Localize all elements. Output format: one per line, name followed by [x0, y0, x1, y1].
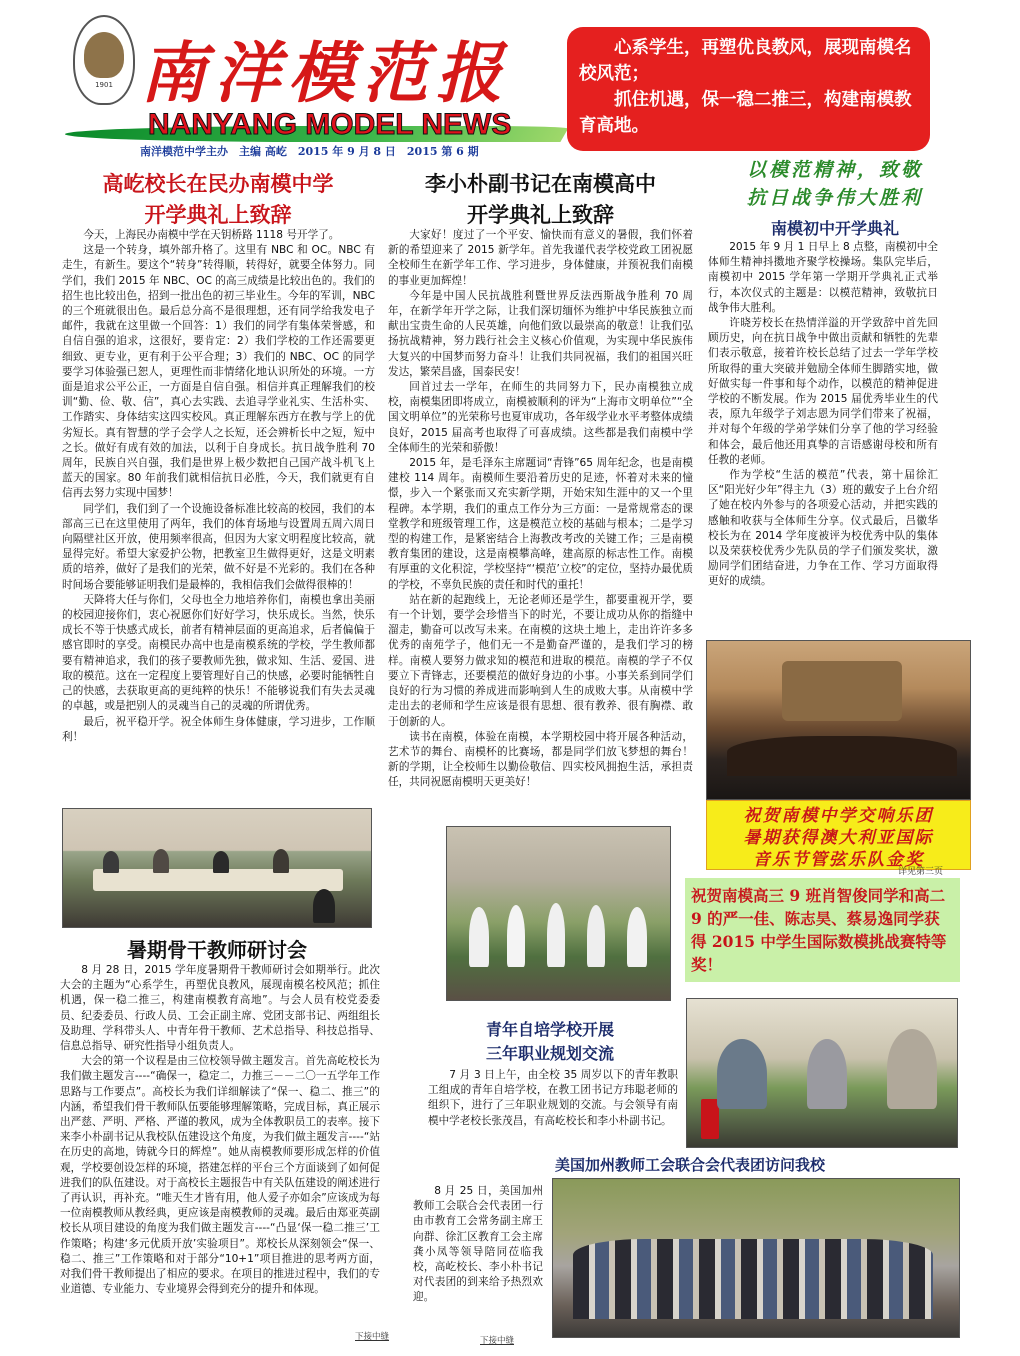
article4-headline: 暑期骨干教师研讨会: [127, 938, 307, 962]
article1-headline: [62, 168, 374, 230]
paragraph: 7 月 3 日上午，由全校 35 周岁以下的青年教职工组成的青年自培学校，在教工团书记方玮聪老师的组织下，进行了三年职业规划的交流。与会领导有南模中学老校长张茂昌，有高屹校长和李小朴副书记。: [428, 1069, 678, 1127]
headline-line: 三年职业规划交流: [485, 1044, 614, 1063]
orchestra-photo: [706, 640, 971, 800]
motto-line: 抓住机遇，保一稳二推三，构建南模教育高地。: [579, 90, 912, 136]
orchestra-seating: [727, 736, 957, 776]
attendee: [273, 849, 289, 873]
attendee: [103, 851, 119, 873]
paragraph: 8 月 25 日，美国加州教师工会联合会代表团一行由市教育工会常务副主席王向群、徐汇区教育工会主席龚小凤等领导陪同莅临我校，高屹校长、李小朴书记对代表团的到来给予热烈欢迎。: [413, 1185, 543, 1304]
headline-line: 开学典礼上致辞: [144, 202, 292, 227]
student: [507, 905, 525, 967]
slogan-line: 以模范精神，致敬: [746, 159, 923, 181]
attendee: [807, 1039, 847, 1109]
paragraph: 8 月 28 日，2015 学年度暑期骨干教师研讨会如期举行。此次大会的主题为“心系学生，再塑优良教风，展现南模名校风范；抓住机遇，保一稳二推三，构建南模教育高地”。与会人员有校党委委员、纪委委员、行政人员、工会正副主席、党团支部书记、两组组长及助理、学科带头人、中青年骨干教师、艺术总指导、科技总指导、信息总指导、研究性指导小组负责人。: [60, 964, 380, 1053]
paragraph: 许晓芳校长在热情洋溢的开学致辞中首先回顾历史，向在抗日战争中做出贡献和牺牲的先辈们表示敬意，接着许校长总结了过去一学年学校所取得的重大突破并勉励全体师生脚踏实地，做好做实每一件事和每个动作，以模范的精神促进学校的不断发展。作为 2015 届优秀毕业生的代表，原九年级学子刘志恩为同学们带来了祝福，并对每个年级的学弟学妹们分享了他的学习经验和体会，最后他还用真挚的言语感谢母校和所有任教的老师。: [708, 317, 938, 466]
paragraph: 读书在南模，体验在南模，本学期校园中将开展各种活动，艺术节的舞台、南模杯的比赛场，都是同学们放飞梦想的舞台！新的学期，让全校师生以勤俭敬信、四实校风拥抱生活，承担责任，共同祝愿南模明天更美好！: [388, 730, 693, 789]
award-students-photo: [446, 826, 671, 1001]
congrats-math-box: 祝贺南模高三 9 班肖智俊同学和高二 9 的严一佳、陈志昊、蔡易逸同学获得 2015 中学生国际数模挑战赛特等奖！: [685, 878, 960, 982]
youth-school-photo: [686, 998, 958, 1148]
attendee: [313, 889, 335, 923]
paragraph: 2015 年，是毛泽东主席题词“青锋”65 周年纪念，也是南模建校 114 周年。南模师生要沿着历史的足迹，怀着对未来的憧憬，步入一个紧张而又充实新学期，开始宋知生涯中的又一个里程碑。本学期，我们的重点工作分为三方面：一是常规常态的课堂教学和班级管理工作，这是模范立校的基础与根本；二是学习型的构建工作，是紧密结合上海教改考改的关键工作；三是南模教育集团的建设，这是南模攀高峰，建高原的标志性工作。南模有厚重的文化积淀，学校坚持“‘模范’立校”的定位，坚持办最优质的学校，不辜负民族的责任和时代的重托！: [388, 457, 693, 591]
paragraph: 天降将大任与你们，父母也全力地培养你们，南模也拿出美丽的校园迎接你们，衷心祝愿你们好好学习，快乐成长。当然，快乐成长不等于快感式成长，前者有精神层面的更高追求，后者偏偏于感官即时的享受。南模民办高中也是南模系统的学校，学生教师都要有精神追求，我们的孩子要教师先独，做求知、生活、爱国、进取的模范。这在一定程度上要管理好自己的快感，必要时能牺牲自己的快感，去获取更高的更纯粹的快乐！不能够说我们有失去灵魂的卓越，或是把别人的灵魂当自己的灵魂的所谓优秀。: [62, 593, 375, 713]
student: [547, 903, 565, 967]
paragraph: 最后，祝平稳开学。祝全体师生身体健康，学习进步，工作顺利！: [62, 715, 375, 743]
attendee: [153, 849, 169, 873]
article6-body: [413, 1184, 543, 1330]
lion-emblem-icon: [84, 32, 124, 78]
paragraph: 大家好！度过了一个平安、愉快而有意义的暑假，我们怀着新的希望迎来了 2015 新学年。首先我谨代表学校党政工团祝愿全校师生在新学年工作、学习进步，身体健康，并预祝我们南模的事业更加辉煌！: [388, 229, 693, 287]
paragraph: 作为学校“生活的模范”代表，第十届徐汇区“阳光好少年”得主九（3）班的戴安子上台介绍了她在校内外参与的各项爱心活动，并把实践的感触和收获与全体师生分享。仪式最后，吕徽华校长为在 2014 学年度被评为校优秀中队的集体以及荣获校优秀少先队员的学子们颁发奖状，激励同学们团结奋进，力争在工作、学习方面取得更好的成绩。: [708, 469, 938, 588]
congrats-orchestra-box: [706, 800, 971, 870]
headline-line: 开学典礼上致辞: [467, 202, 614, 227]
article3-body: [708, 240, 938, 630]
congrats-line: 音乐节管弦乐队金奖: [753, 850, 924, 870]
motto-box: [567, 27, 930, 151]
article6-headline: 美国加州教师工会联合会代表团访问我校: [554, 1156, 825, 1174]
school-logo: [73, 15, 135, 105]
logo-year: 1901: [95, 80, 113, 89]
article2-body: [388, 228, 693, 822]
congrats-line: 祝贺南模中学交响乐团: [743, 806, 934, 826]
continued-note: 下接中缝: [355, 1332, 390, 1342]
student: [587, 905, 605, 967]
see-page-note: 详见第三页: [898, 867, 944, 877]
paragraph: 今年是中国人民抗战胜利暨世界反法西斯战争胜利 70 周年，在新学年开学之际，让我们深切缅怀为维护中华民族独立而献出宝贵生命的人民英雄，向他们致以最崇高的敬意！让我们弘扬抗战精神，努力践行社会主义核心价值观，为实现中华民族伟大复兴的中国梦而努力奋斗！让我们共同祝福，我们的祖国兴旺发达，繁荣昌盛，国泰民安！: [388, 289, 693, 378]
continued-note: 下接中缝: [480, 1336, 515, 1346]
newspaper-title-cn: 南洋模范报: [140, 34, 510, 112]
paragraph: 站在新的起跑线上，无论老师还是学生，都要重视开学，要有一个计划，要学会珍惜当下的时光，不要让成功从你的指缝中溜走，勤奋可以改写未来。在南模的这块土地上，走出许许多多优秀的南苑学子，他们无一不是勤奋严谨的，是我们学习的榜样。南模人要努力做求知的模范和进取的模范。南模的学子不仅要立下青锋志，还要模范的做好身边的小事。小事关系到同学们良好的行为习惯的养成进而影响到人生的成败大事。从南模中学走出去的老师和学生应该是很有思想、很有教养、很有胸襟、敢于创新的人。: [388, 593, 693, 728]
delegation-members: [573, 1239, 933, 1319]
speaker: [717, 1039, 767, 1109]
paragraph: 2015 年 9 月 1 日早上 8 点整，南模初中全体师生精神抖擞地齐聚学校操场。集队完毕后，南模初中 2015 学年第一学期开学典礼正式举行，本次仪式的主题是：以模范精神，致敬抗日战争伟大胜利。: [708, 241, 938, 314]
motto-line: 心系学生，再塑优良教风，展现南模名校风范；: [579, 38, 912, 84]
article2-headline: [388, 168, 693, 230]
article4-body: [60, 963, 380, 1328]
article5-body: [428, 1068, 678, 1150]
issue-line: 南洋模范中学主办 主编 高屹 2015 年 9 月 8 日 2015 第 6 期: [140, 145, 479, 158]
article1-body: [62, 228, 375, 804]
student: [469, 907, 489, 967]
headline-line: 李小朴副书记在南模高中: [425, 171, 656, 196]
organ-pipes: [782, 661, 902, 721]
headline-line: 青年自培学校开展: [485, 1020, 614, 1039]
student: [627, 907, 647, 967]
paragraph: 这是一个转身，填外部升格了。这里有 NBC 和 OC。NBC 有走生，有新生。要这个“转身”转得顺，转得好，就要全体努力。同学们，我们 2015 年 NBC、OC 的高三成绩是比较出色的。我们的招生也比较出色，招到一批出色的初三毕业生。今年的军训，NBC 的三个班就很出色。最后总分高不是很理想，还有同学给我发电子邮件，我就在这里做一个回答：1）我们的同学有集体荣誉感，和自信自强的追求，这很好，要肯定：2）我们学校的工作还需要更细致、更专业，更有利于公平合理；3）我们的 NBC、OC 的同学要学习体验强已恕人，更理性而非情绪化地认识所处的环境。一方面是追求公平公正，一方面是自信自强。相信并真正理解我们的校训“勤、俭、敬、信”，真心去实践、去追寻学业礼实、生活朴实、工作踏实、身体结实这四实校风。真正理解东西方在教与学上的优劣短长。真有智慧的学子会学人之长短，还会辨析长中之短，短中之长。做好有成有效的加法，以利于自身成长。抗日战争胜利 70 周年，民族自兴自强，我们是世界上极少数把自己国产战斗机飞上蓝天的国家。80 年前我们就相信抗日必胜，今天，我们就更有自信再去努力实现中国梦！: [62, 244, 375, 500]
article5-headline: [430, 1018, 670, 1066]
paragraph: 同学们，我们到了一个设施设备标准比较高的校园，我们的本部高三已在这里使用了两年，我们的体育场地与设置周五周六周日向隔壁社区开放，使用频率很高，但因为大家文明程度比较高，就显得完好。希望大家爱护公物，把教室卫生做得更好，这是文明素质的培养，做好了是我们的光荣，做不好是不光彩的。我们在各种时间场合要能够证明我们是最棒的，我相信我们会做得很棒的！: [62, 502, 375, 591]
congrats-line: 暑期获得澳大利亚国际: [743, 828, 934, 848]
meeting-photo: [62, 808, 372, 928]
delegation-group-photo: [552, 1178, 960, 1338]
paragraph: 大会的第一个议程是由三位校领导做主题发言。首先高屹校长为我们做主题发言----“确保一，稳定二，力推三－－二〇一五学年工作思路与工作要点”。高校长为我们详细解读了“保一、稳二、推三”的内涵，希望我们骨干教师队伍要能够理解策略，完成目标，真正展示出严慈、严明、严格、严谨的教风，成为全体教职员工的表率。接下来李小朴副书记从我校队伍建设这个角度，为我们做主题发言----“站在历史的高地，铸就今日的辉煌”。她从南模教师要形成怎样的价值观，学校要创设怎样的环境，搭建怎样的平台三个方面谈到了如何促进我们的队伍建设。对于高校长主题报告中有关队伍建设的阐述进行了再认识，再补充。“唯天生才皆有用，他人爱子亦如余”应该成为每一位南模教师从教经典，更应该是南模教师的灵魂。最后由郑亚英副校长从项目建设的角度为我们做主题发言----“凸显‘保一稳二推三’工作策略；构建‘多元优质开放’实验项目”。郑校长从深刻领会“保一、稳二、推三”工作策略和对于部分“10+1”项目推进的思考两方面，对我们骨干教师提出了相应的要求。在项目的推进过程中，我们的专业道德、专业能力、专业境界会得到充分的提升和体现。: [60, 1055, 380, 1296]
newspaper-title-en: NANYANG MODEL NEWS: [148, 108, 512, 141]
headline-line: 高屹校长在民办南模中学: [102, 171, 334, 196]
attendee: [887, 1029, 937, 1109]
article3-headline: 南模初中开学典礼: [770, 219, 899, 238]
paragraph: 回首过去一学年，在师生的共同努力下，民办南模独立成校，南模集团即将成立，南模被顺利的评为“上海市文明单位”“全国文明单位”的光荣称号也夏审成功，各年级学业水平考整体成绩良好，2015 届高考也取得了可喜成绩。这些都是我们南模中学全体师生的光荣和骄傲！: [388, 381, 693, 454]
paragraph: 今天，上海民办南模中学在天钥桥路 1118 号开学了。: [83, 229, 340, 241]
side-slogan: [710, 156, 960, 212]
slogan-line: 抗日战争伟大胜利: [746, 187, 923, 209]
attendee: [213, 851, 229, 873]
